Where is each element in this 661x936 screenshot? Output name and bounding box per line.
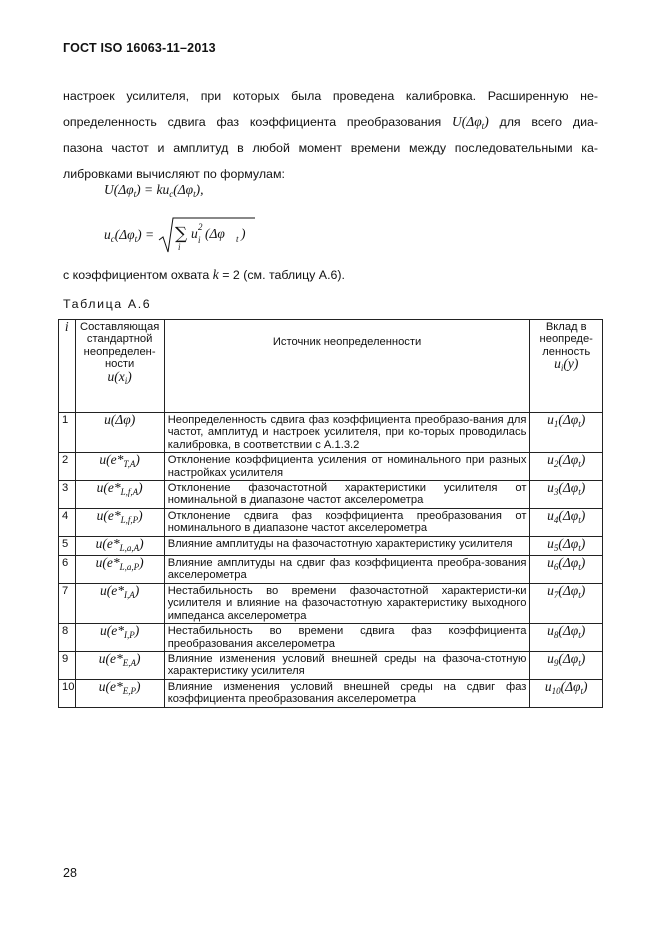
symbol-sub: 4 [553,514,559,525]
contribution-symbol [547,480,586,498]
row-source: Нестабильность во времени сдвига фаз коэффициента преобразования акселерометра [164,624,530,652]
formula-expanded-uncertainty [104,182,204,199]
component-symbol [96,536,144,551]
symbol-sub: 5 [553,542,559,553]
symbol-part: ) [580,507,586,523]
symbol-sub: t [578,542,581,553]
row-index: 6 [59,556,76,584]
contribution-symbol [547,452,586,470]
symbol-part: (Δφ [558,650,579,666]
symbol-sub: 7 [553,589,559,600]
symbol-sub: L,f,P [120,514,139,525]
row-index: 7 [59,583,76,623]
inline-formula [452,114,489,129]
symbol-sub: t [578,514,581,525]
symbol-part: u [547,623,554,639]
row-contribution [530,413,603,453]
row-contribution [530,481,603,509]
header-component-symbol [108,369,132,384]
symbol-sub: t [578,459,581,470]
component-symbol [95,555,144,573]
row-index: 1 [59,413,76,453]
formula-sub: t [193,189,196,199]
symbol-part: ) [139,535,144,551]
symbol-part: ) [138,507,143,523]
symbol-part: ) [136,650,141,666]
table-body [59,413,603,708]
row-contribution [530,651,603,679]
row-index: 4 [59,508,76,536]
paragraph-text: = 2 (см. таблицу А.6). [222,268,345,282]
symbol-part: (Δφ [558,555,579,571]
row-contribution [530,508,603,536]
symbol-part: u [547,650,554,666]
sqrt-term: u [190,226,198,241]
paragraph-line [63,109,598,135]
symbol-part: ) [580,480,586,496]
row-component [75,508,164,536]
symbol-part: u(e* [95,535,120,551]
formula-part: ) = [137,226,155,242]
square-root-sign [158,216,256,254]
formula-sub: c [169,189,174,199]
table-row [59,508,603,536]
sqrt-term-rest: (Δφ [204,226,225,241]
symbol-part: ) [127,368,132,384]
symbol-sub: E,P [122,685,136,696]
row-index: 2 [59,453,76,481]
paragraph-line-text: определенность сдвига фаз коэффициента преобразования [63,115,442,129]
symbol-part: u [547,412,554,427]
row-index: 9 [59,651,76,679]
symbol-part: (Δφ [558,582,579,598]
symbol-part: u [547,452,554,468]
paragraph-text: с коэффициентом охвата [63,268,210,282]
symbol-sub: E,A [122,657,136,668]
header-component [75,320,164,413]
symbol-sub: I,P [124,630,135,641]
contribution-symbol [547,623,586,641]
row-component [75,413,164,453]
symbol-part: ) [580,555,586,571]
row-component [75,651,164,679]
symbol-part: ) [134,623,140,639]
symbol-sub: t [578,589,581,600]
symbol-part: ) [583,678,588,694]
table-row [59,481,603,509]
contribution-symbol [547,583,585,598]
inline-formula-symbol: U(Δφ [452,114,482,129]
symbol-sub: t [578,630,581,641]
symbol-part: u(e* [96,480,121,496]
formula-part: u [104,226,111,242]
paragraph-intro [63,83,598,187]
paragraph-line: пазона частот и амплитуд в любой момент времени между последовательными ка- [63,141,598,155]
symbol-part: ) [580,452,586,468]
header-source-label: Источник неопределенности [272,336,422,348]
contribution-symbol [547,555,586,573]
formula-part: ) = ku [136,182,170,197]
symbol-sub: t [580,685,584,696]
formula-part: (Δφ [173,182,194,197]
sqrt-term-sub2: t [235,234,239,244]
symbol-sub: T,A [123,459,136,470]
row-contribution [530,453,603,481]
symbol-part: ) [136,678,141,694]
symbol-part: u [547,480,554,496]
symbol-part: (Δφ [558,535,579,551]
component-symbol [99,452,140,470]
row-source: Влияние амплитуды на сдвиг фаз коэффициента преобра-зования акселерометра [164,556,530,584]
symbol-part: (Δφ [558,412,579,427]
row-source: Влияние изменения условий внешней среды на фазоча-стотную характеристику усилителя [164,651,530,679]
header-contribution [530,320,603,413]
symbol-part: (Δφ [558,452,579,468]
row-contribution [530,536,603,555]
formula-combined-uncertainty [104,216,256,252]
symbol-part: ) [138,480,143,496]
component-symbol [97,508,143,523]
symbol-part: u(e* [98,650,123,666]
row-contribution [530,679,603,707]
table-header-row [59,320,603,413]
symbol-part: ) [580,623,586,639]
symbol-sub: L,f,A [120,487,139,498]
row-contribution [530,556,603,584]
header-index-label: i [64,319,69,334]
symbol-sub: i [124,375,128,386]
symbol-sub: t [578,487,581,498]
row-source: Отклонение фазочастотной характеристики усилителя от номинальной в диапазоне частот акселерометра [164,481,530,509]
symbol-part: u(e* [96,507,121,523]
symbol-part: ) [139,555,144,571]
contribution-symbol [547,536,585,551]
symbol-sub: 1 [553,419,559,429]
row-component [75,481,164,509]
row-contribution [530,583,603,623]
symbol-part: u [547,555,554,571]
contribution-symbol [545,679,588,694]
header-source [164,320,530,413]
component-symbol [104,412,135,427]
svg-text:∑: ∑ [174,224,187,244]
row-index: 10 [59,679,76,707]
row-index: 3 [59,481,76,509]
table-row [59,624,603,652]
symbol-sub: t [578,657,581,668]
component-symbol [96,480,143,498]
inline-formula-sub: t [481,121,485,131]
header-component-label: Составляющая стандартной неопределен-ности [80,321,160,371]
symbol-part: (Δφ [558,507,579,523]
sqrt-term-end: ) [240,226,246,241]
symbol-part: ) [580,535,586,551]
formula-sub: c [110,233,115,244]
radical-icon [158,216,256,254]
symbol-part: u(e* [100,582,124,598]
symbol-part: u [547,582,554,598]
table-caption: Таблица А.6 [63,297,152,311]
paragraph-line: настроек усилителя, при которых была проведена калибровка. Расширенную не- [63,89,598,103]
row-index: 5 [59,536,76,555]
symbol-part: ) [580,582,586,598]
symbol-part: u [544,678,552,694]
paragraph-coverage [63,267,345,283]
symbol-part: ) [134,582,140,598]
sqrt-term-sub: i [197,235,201,245]
row-source: Нестабильность во времени фазочастотной характеристи-ки усилителя и влияние на фазочастотную характеристику выходного импеданса акселерометра [164,583,530,623]
formula-part: ), [195,182,204,197]
row-component [75,536,164,555]
formula-part: U(Δφ [104,182,134,197]
formula-sub: t [134,233,138,244]
symbol-sub: t [578,419,581,429]
row-source: Влияние изменения условий внешней среды на сдвиг фаз коэффициента преобразования акселерометра [164,679,530,707]
table-row [59,583,603,623]
component-symbol [99,651,141,666]
symbol-part: ) [580,412,586,427]
contribution-symbol [547,412,585,427]
symbol-sub: 10 [551,685,561,696]
symbol-sub: 9 [553,657,559,668]
symbol-sub: 6 [553,562,559,573]
symbol-part: u(x [107,368,125,384]
contribution-symbol [547,508,585,523]
document-header: ГОСТ ISO 16063-11–2013 [63,41,216,55]
coverage-factor-symbol: k [212,267,219,282]
header-contribution-label: Вклад в неопреде-ленность [539,321,593,358]
component-symbol [99,679,141,694]
page-number: 28 [63,866,77,880]
symbol-part: u [547,507,554,523]
component-symbol [100,583,139,598]
sum-index-label: i [177,242,181,252]
row-source: Отклонение сдвига фаз коэффициента преобразования от номинального в диапазоне частот акселерометра [164,508,530,536]
symbol-part: u(e* [99,452,124,468]
symbol-sub: i [560,363,564,374]
row-contribution [530,624,603,652]
symbol-part: u(e* [98,678,123,694]
symbol-part: ) [580,650,586,666]
paragraph-line-tail: для всего диа- [499,115,599,129]
symbol-sub: 3 [553,487,559,498]
symbol-part: (y) [563,356,579,372]
row-component [75,453,164,481]
table-row [59,413,603,453]
row-component [75,583,164,623]
table-row [59,556,603,584]
header-contribution-symbol [554,356,579,374]
table-row [59,679,603,707]
symbol-sub: t [578,562,581,573]
inline-formula-close: ) [484,114,489,129]
symbol-sub: 8 [553,630,559,641]
row-component [75,679,164,707]
symbol-sub: 2 [553,459,559,470]
row-index: 8 [59,624,76,652]
uncertainty-table [58,319,603,708]
symbol-part: ) [135,452,140,468]
row-component [75,556,164,584]
sqrt-term-sup: 2 [197,222,203,232]
table-row [59,536,603,555]
symbol-part: (Δφ [558,623,579,639]
symbol-part: u(Δφ) [104,412,136,427]
symbol-part: (Δφ [560,678,581,694]
row-source: Отклонение коэффициента усиления от номинального при разных настройках усилителя [164,453,530,481]
formula-part: (Δφ [114,226,135,242]
symbol-sub: L,a,P [119,562,140,573]
header-index [59,320,76,413]
symbol-part: u [547,535,554,551]
symbol-sub: I,A [124,589,135,600]
table-row [59,453,603,481]
paragraph-line: либровками вычисляют по формулам: [63,167,285,181]
table-row [59,651,603,679]
symbol-sub: L,a,A [119,542,140,553]
symbol-part: (Δφ [558,480,579,496]
row-source: Неопределенность сдвига фаз коэффициента преобразо-вания для частот, амплитуд и настроек усилителя, при ко-торых проводилась калибровка, в соответствии с А.1.3.2 [164,413,530,453]
contribution-symbol [547,651,585,666]
symbol-part: u [554,356,561,372]
row-component [75,624,164,652]
row-source: Влияние амплитуды на фазочастотную характеристику усилителя [164,536,530,555]
component-symbol [100,623,140,641]
formula-sub: t [133,189,137,199]
symbol-part: u(e* [100,623,124,639]
symbol-part: u(e* [95,555,120,571]
